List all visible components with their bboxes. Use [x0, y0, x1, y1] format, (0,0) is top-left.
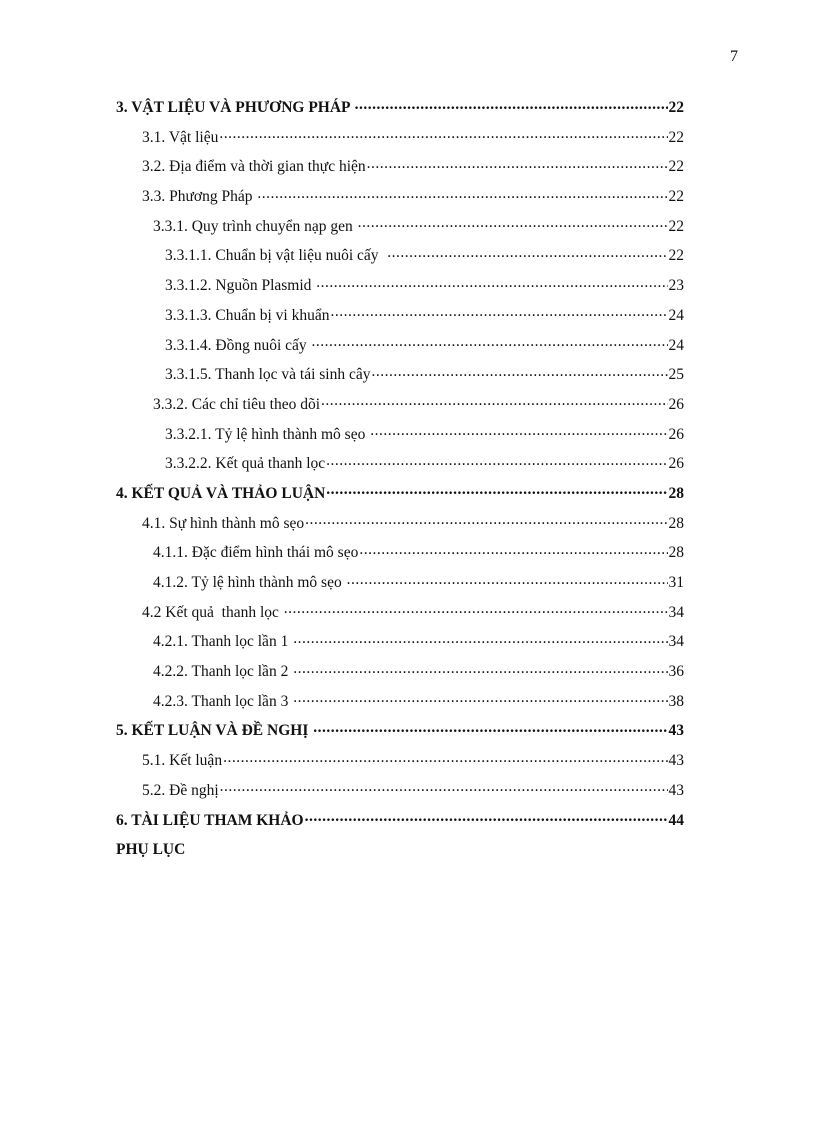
toc-entry[interactable]: [116, 716, 684, 746]
table-of-contents: [116, 93, 684, 865]
toc-entry-page: 28: [668, 544, 684, 562]
toc-entry-appendix[interactable]: [116, 835, 684, 865]
toc-entry-page: 22: [668, 128, 684, 146]
toc-entry-page: 26: [668, 425, 684, 443]
dot-leader: [220, 779, 668, 795]
toc-entry-page: 43: [668, 722, 684, 740]
toc-entry[interactable]: [116, 776, 684, 806]
dot-leader: [326, 482, 667, 498]
toc-entry[interactable]: [116, 360, 684, 390]
toc-entry-label: 3.3.1.2. Nguồn Plasmid: [165, 277, 316, 295]
dot-leader: [367, 156, 668, 172]
toc-entry-page: 26: [668, 455, 684, 473]
toc-entry-page: 34: [668, 633, 684, 651]
toc-entry[interactable]: [116, 390, 684, 420]
toc-entry-label: 3.3.1. Quy trình chuyển nạp gen: [153, 217, 357, 235]
toc-entry-page: 22: [668, 247, 684, 265]
toc-entry-page: 26: [668, 395, 684, 413]
toc-entry-page: 22: [668, 99, 684, 116]
page-number: 7: [730, 48, 738, 65]
toc-entry-page: 38: [668, 692, 684, 710]
toc-entry-label: 5.1. Kết luận: [142, 752, 223, 770]
dot-leader: [316, 275, 667, 291]
toc-entry[interactable]: [116, 271, 684, 301]
toc-entry[interactable]: [116, 687, 684, 717]
toc-entry-page: 22: [668, 188, 684, 206]
toc-entry[interactable]: [116, 301, 684, 331]
toc-entry-label: 4.2.3. Thanh lọc lần 3: [153, 692, 293, 710]
toc-entry-label: PHỤ LỤC: [116, 841, 186, 859]
toc-entry[interactable]: [116, 241, 684, 271]
toc-entry-page: 43: [668, 781, 684, 799]
dot-leader: [284, 601, 668, 617]
toc-entry-page: 44: [668, 811, 684, 829]
toc-entry[interactable]: [116, 657, 684, 687]
toc-entry-page: 22: [668, 158, 684, 176]
toc-entry-label: 3.3.1.1. Chuẩn bị vật liệu nuôi cấy: [165, 247, 387, 265]
toc-entry[interactable]: [116, 212, 684, 242]
toc-entry-label: 5. KẾT LUẬN VÀ ĐỀ NGHỊ: [116, 722, 313, 740]
dot-leader: [359, 542, 667, 558]
dot-leader: [313, 720, 667, 736]
toc-entry-label: 3.1. Vật liệu: [142, 128, 219, 146]
toc-entry[interactable]: [116, 746, 684, 776]
toc-entry-label: 4. KẾT QUẢ VÀ THẢO LUẬN: [116, 484, 326, 502]
dot-leader: [223, 750, 667, 766]
toc-entry[interactable]: [116, 123, 684, 153]
dot-leader: [370, 423, 667, 439]
toc-entry-label: 3.3.2. Các chỉ tiêu theo dõi: [153, 395, 321, 413]
toc-entry-label: 3.3. Phương Pháp: [142, 188, 257, 206]
toc-entry[interactable]: [116, 627, 684, 657]
dot-leader: [257, 186, 667, 202]
dot-leader: [293, 690, 667, 706]
toc-entry-label: 4.1. Sự hình thành mô sẹo: [142, 514, 305, 532]
toc-entry-page: 23: [668, 277, 684, 295]
toc-entry[interactable]: [116, 152, 684, 182]
toc-entry-label: 3.3.1.4. Đồng nuôi cấy: [165, 336, 311, 354]
toc-entry-page: 28: [668, 514, 684, 532]
toc-entry-page: 28: [668, 484, 684, 502]
toc-entry-label: 4.2.1. Thanh lọc lần 1: [153, 633, 293, 651]
toc-entry-page: 34: [668, 603, 684, 621]
toc-entry-label: 6. TÀI LIỆU THAM KHẢO: [116, 811, 304, 829]
toc-entry-page: 43: [668, 752, 684, 770]
toc-entry-label: 4.1.1. Đặc điểm hình thái mô sẹo: [153, 544, 359, 562]
toc-entry[interactable]: [116, 479, 684, 509]
toc-entry-page: 22: [668, 217, 684, 235]
toc-entry-page: 31: [668, 574, 684, 591]
toc-entry-label: 3.3.1.3. Chuẩn bị vi khuẩn: [165, 306, 330, 324]
toc-entry[interactable]: [116, 538, 684, 568]
dot-leader: [355, 97, 668, 113]
dot-leader: [330, 304, 667, 320]
toc-entry[interactable]: [116, 93, 684, 123]
dot-leader: [305, 809, 668, 825]
toc-entry-label: 4.2.2. Thanh lọc lần 2: [153, 663, 293, 681]
toc-entry[interactable]: [116, 182, 684, 212]
dot-leader: [326, 453, 667, 469]
toc-entry-page: 25: [668, 366, 684, 384]
toc-entry-label: 3.3.2.1. Tỷ lệ hình thành mô sẹo: [165, 425, 370, 443]
dot-leader: [293, 661, 667, 677]
toc-entry[interactable]: [116, 509, 684, 539]
toc-entry-label: 4.1.2. Tỷ lệ hình thành mô sẹo: [153, 574, 346, 591]
toc-entry[interactable]: [116, 806, 684, 836]
dot-leader: [347, 572, 668, 588]
toc-entry[interactable]: [116, 420, 684, 450]
toc-entry[interactable]: [116, 568, 684, 598]
toc-entry-label: 3.3.2.2. Kết quả thanh lọc: [165, 455, 326, 473]
dot-leader: [358, 215, 668, 231]
toc-entry-label: 5.2. Đề nghị: [142, 781, 219, 799]
dot-leader: [321, 393, 667, 409]
toc-entry[interactable]: [116, 598, 684, 628]
toc-entry-label: 3. VẬT LIỆU VÀ PHƯƠNG PHÁP: [116, 99, 354, 116]
toc-entry[interactable]: [116, 331, 684, 361]
toc-entry-page: 24: [668, 336, 684, 354]
dot-leader: [312, 334, 668, 350]
toc-entry-label: 3.2. Địa điểm và thời gian thực hiện: [142, 158, 366, 176]
dot-leader: [293, 631, 667, 647]
toc-entry-label: 4.2 Kết quả thanh lọc: [142, 603, 283, 621]
dot-leader: [305, 512, 667, 528]
dot-leader: [387, 245, 667, 261]
toc-entry-label: 3.3.1.5. Thanh lọc và tái sinh cây: [165, 366, 371, 384]
toc-entry-page: 24: [668, 306, 684, 324]
dot-leader: [219, 126, 667, 142]
dot-leader: [371, 364, 667, 380]
toc-entry-page: 36: [668, 663, 684, 681]
toc-entry[interactable]: [116, 449, 684, 479]
